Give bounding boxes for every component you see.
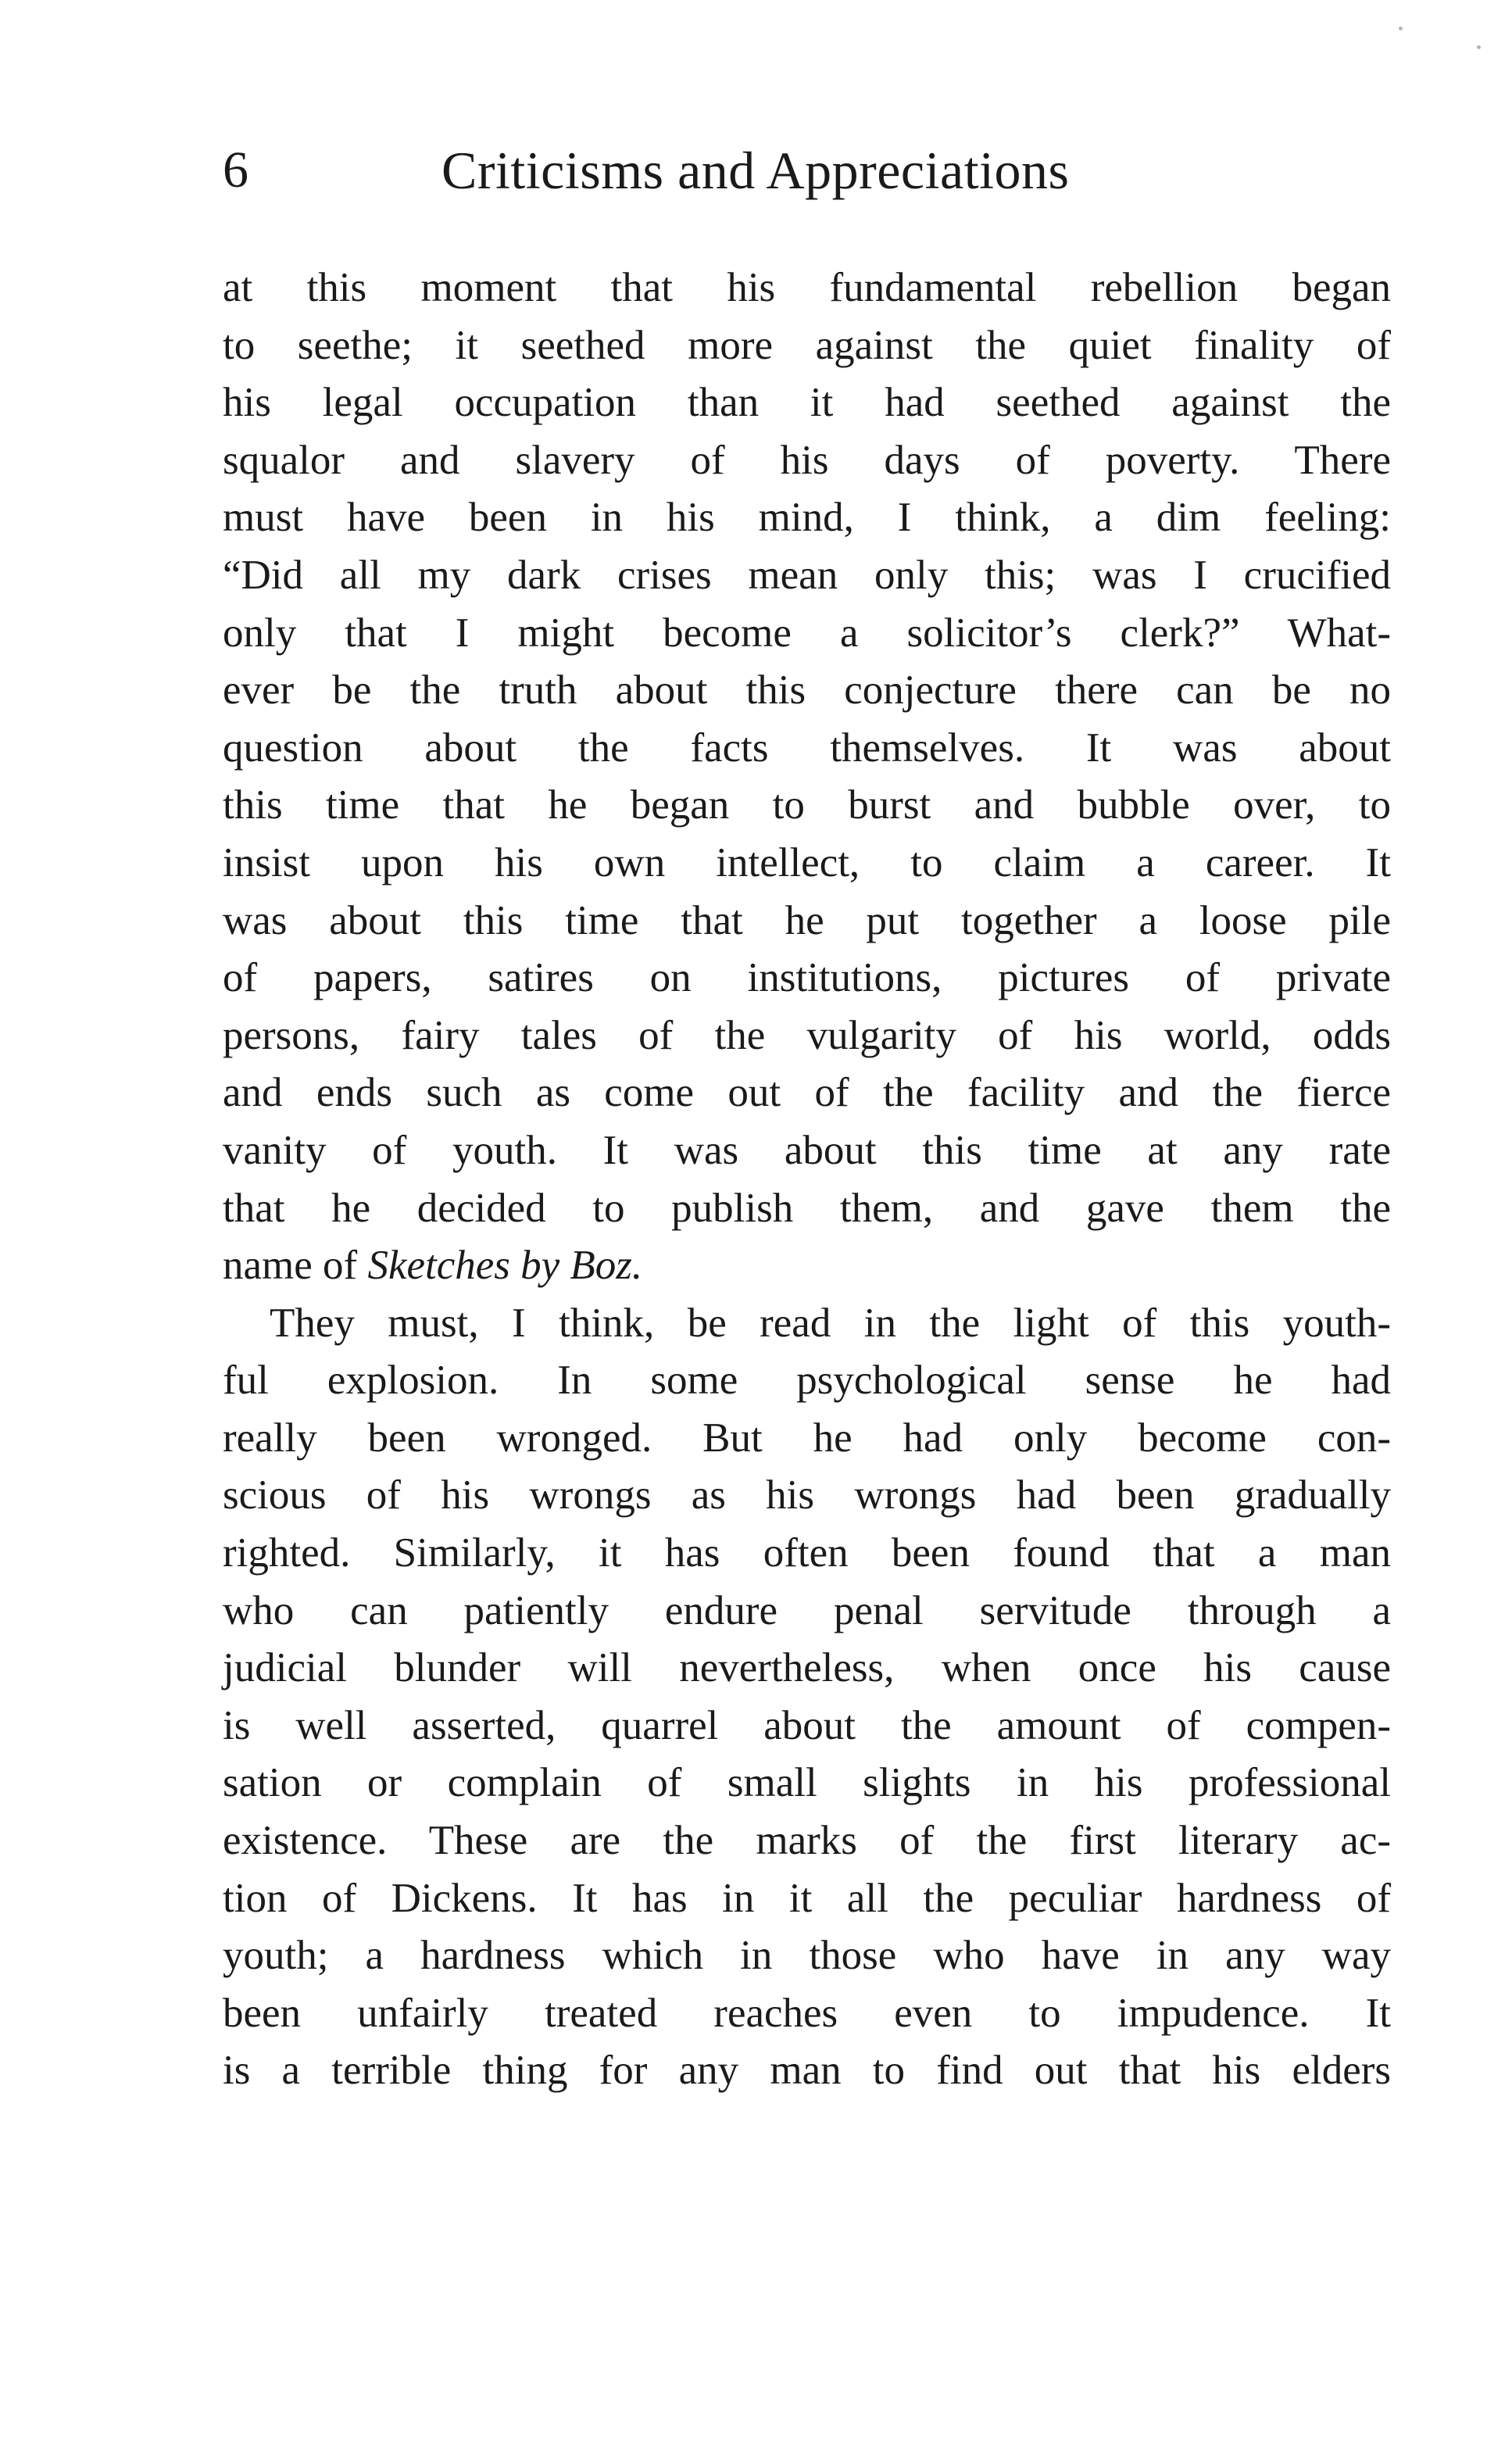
text-line: must have been in his mind, I think, a dim feeling: <box>223 495 1391 541</box>
text-line: ever be the truth about this conjecture there can be no <box>223 667 1391 714</box>
text-line: that he decided to publish them, and gave them the <box>223 1185 1391 1231</box>
text-line: to seethe; it seethed more against the quiet finality of <box>223 322 1391 368</box>
text-line: and ends such as come out of the facility and the fierce <box>223 1070 1391 1116</box>
running-title: Criticisms and Appreciations <box>441 141 1070 200</box>
text-line: tion of Dickens. It has in it all the peculiar hardness of <box>223 1875 1391 1921</box>
running-head <box>223 131 1410 209</box>
text-line: persons, fairy tales of the vulgarity of his world, odds <box>223 1012 1391 1058</box>
text-line: this time that he began to burst and bubble over, to <box>223 782 1391 828</box>
text-line: vanity of youth. It was about this time at any rate <box>223 1127 1391 1173</box>
text-line: is well asserted, quarrel about the amount of compen- <box>223 1702 1391 1748</box>
text-line: at this moment that his fundamental rebellion began <box>223 265 1391 310</box>
book-title-prefix: name of <box>223 1243 368 1289</box>
text-line: only that I might become a solicitor’s clerk?” What- <box>223 610 1391 656</box>
text-line-indented: They must, I think, be read in the light of this youth- <box>270 1300 1391 1346</box>
paragraph-1 <box>223 259 1391 1295</box>
text-line: been unfairly treated reaches even to impudence. It <box>223 1990 1391 2036</box>
text-line: really been wronged. But he had only become con- <box>223 1415 1391 1461</box>
text-line: is a terrible thing for any man to find out that his elders <box>223 2048 1391 2094</box>
page-number: 6 <box>223 141 248 199</box>
text-line: squalor and slavery of his days of poverty. There <box>223 437 1391 483</box>
text-line: was about this time that he put together a loose pile <box>223 897 1391 943</box>
text-line: question about the facts themselves. It was about <box>223 724 1391 771</box>
text-line: existence. These are the marks of the first literary ac- <box>223 1818 1391 1864</box>
body-text <box>223 259 1391 2100</box>
paragraph-2 <box>223 1295 1391 2100</box>
text-line: scious of his wrongs as his wrongs had been gradually <box>223 1472 1391 1519</box>
text-line: ful explosion. In some psychological sense he had <box>223 1358 1391 1404</box>
text-line: of papers, satires on institutions, pictures of private <box>223 955 1391 1001</box>
paper-speck <box>1399 27 1403 30</box>
text-line: “Did all my dark crises mean only this; was I crucified <box>223 552 1391 598</box>
text-line: youth; a hardness which in those who have in any way <box>223 1933 1391 1979</box>
paper-speck <box>1477 45 1481 49</box>
text-line: who can patiently endure penal servitude through a <box>223 1587 1391 1633</box>
text-line: his legal occupation than it had seethed against the <box>223 380 1391 426</box>
text-line: sation or complain of small slights in his professional <box>223 1760 1391 1806</box>
text-line: insist upon his own intellect, to claim a career. It <box>223 839 1391 885</box>
text-line-last <box>223 1237 1391 1295</box>
book-title-italic: Sketches by Boz. <box>367 1243 643 1289</box>
text-line: righted. Similarly, it has often been found that a man <box>223 1530 1391 1576</box>
text-line: judicial blunder will nevertheless, when once his cause <box>223 1645 1391 1691</box>
